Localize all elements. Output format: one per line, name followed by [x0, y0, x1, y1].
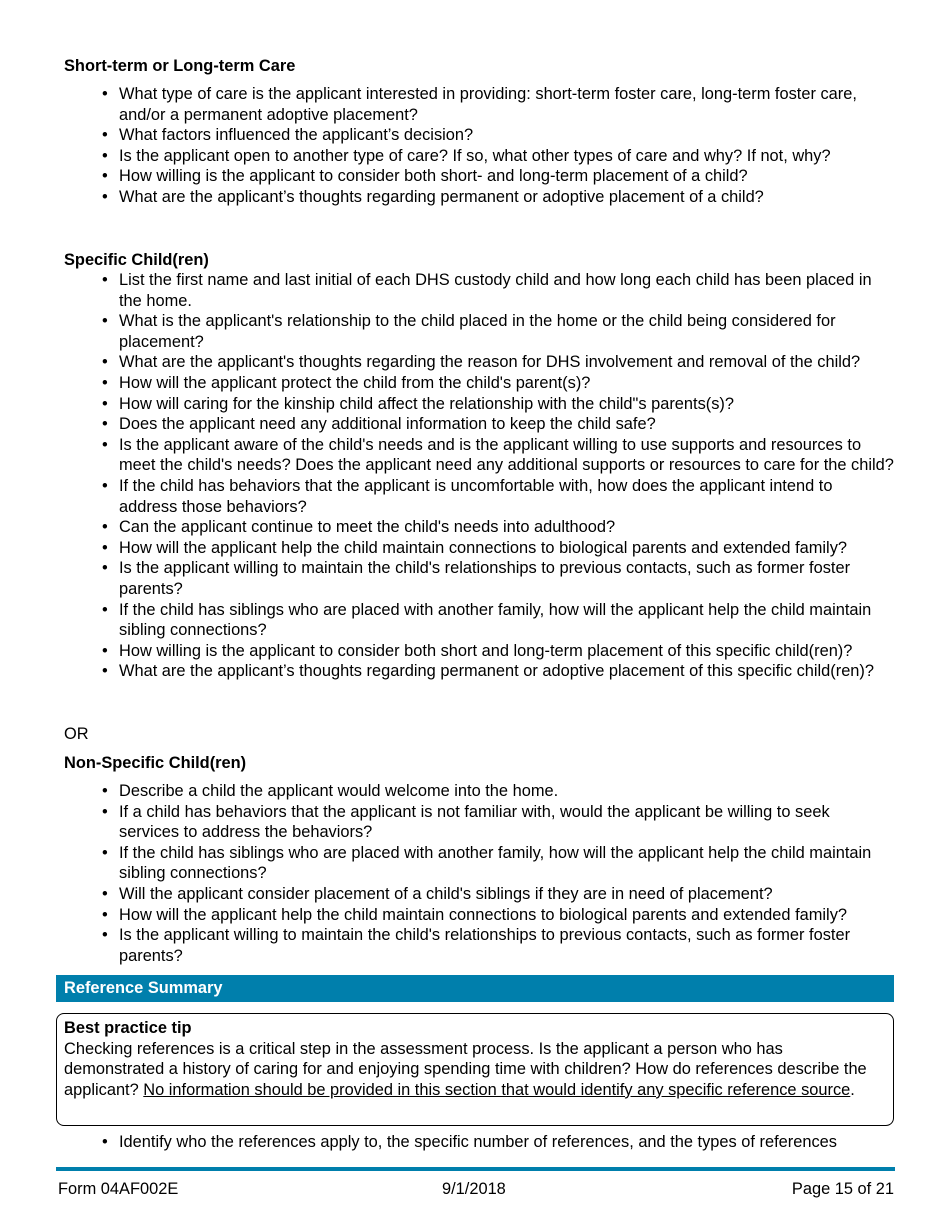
list-item: • Can the applicant continue to meet the child's needs into adulthood?	[64, 517, 894, 538]
heading-specific-children: Specific Child(ren)	[64, 251, 209, 269]
list-item: • What are the applicant’s thoughts regarding permanent or adoptive placement of a child?	[64, 187, 894, 208]
or-label: OR	[64, 725, 89, 743]
footer-form-number: Form 04AF002E	[58, 1180, 179, 1198]
list-item: • Is the applicant open to another type of care? If so, what other types of care and why? If not, why?	[64, 146, 894, 167]
section-bar-reference-summary: Reference Summary	[56, 975, 894, 1002]
list-item: • Will the applicant consider placement of a child's siblings if they are in need of placement?	[64, 884, 894, 905]
footer-page-number: Page 15 of 21	[791, 1180, 894, 1198]
list-non-specific-children	[64, 781, 894, 966]
list-item: • If the child has siblings who are placed with another family, how will the applicant help the child maintain sibling connections?	[64, 843, 894, 884]
list-specific-children	[64, 270, 894, 682]
list-item: • Describe a child the applicant would welcome into the home.	[64, 781, 894, 802]
list-item: • List the first name and last initial of each DHS custody child and how long each child has been placed in the home.	[64, 270, 894, 311]
list-item: • What type of care is the applicant interested in providing: short-term foster care, long-term foster care, and/or a permanent adoptive placement?	[64, 84, 894, 125]
list-item: • What are the applicant's thoughts regarding the reason for DHS involvement and removal of the child?	[64, 352, 894, 373]
heading-short-long-term-care: Short-term or Long-term Care	[64, 57, 296, 75]
tip-body	[64, 1039, 886, 1101]
tip-end: .	[850, 1080, 855, 1099]
list-item: • What factors influenced the applicant’s decision?	[64, 125, 894, 146]
list-item: • Is the applicant willing to maintain the child's relationships to previous contacts, such as former foster parents?	[64, 925, 894, 966]
list-item: • Identify who the references apply to, the specific number of references, and the types of references	[64, 1132, 894, 1153]
footer-divider	[56, 1167, 895, 1171]
best-practice-tip-box	[56, 1013, 894, 1126]
list-item: • How willing is the applicant to consider both short- and long-term placement of a child?	[64, 166, 894, 187]
list-item: • If the child has behaviors that the applicant is uncomfortable with, how does the applicant intend to address those behaviors?	[64, 476, 894, 517]
list-item: • How will the applicant help the child maintain connections to biological parents and extended family?	[64, 538, 894, 559]
list-item: • How will caring for the kinship child affect the relationship with the child"s parents(s)?	[64, 394, 894, 415]
list-short-long-term-care	[64, 84, 894, 208]
footer-date: 9/1/2018	[442, 1180, 506, 1198]
tip-underlined-text: No information should be provided in this section that would identify any specific reference source	[143, 1080, 851, 1099]
list-item: • What are the applicant’s thoughts regarding permanent or adoptive placement of this specific child(ren)?	[64, 661, 894, 682]
tip-text: Checking references is a critical step in the assessment process. Is the applicant a person who has demonstrated a history of caring for and enjoying spending time with children? How do references describe the applicant?	[64, 1039, 867, 1099]
tip-title: Best practice tip	[64, 1019, 192, 1037]
list-item: • How will the applicant protect the child from the child's parent(s)?	[64, 373, 894, 394]
list-item: • Is the applicant willing to maintain the child's relationships to previous contacts, such as former foster parents?	[64, 558, 894, 599]
list-item: • Does the applicant need any additional information to keep the child safe?	[64, 414, 894, 435]
list-item: • What is the applicant's relationship to the child placed in the home or the child being considered for placement?	[64, 311, 894, 352]
list-item: • If a child has behaviors that the applicant is not familiar with, would the applicant be willing to seek services to address the behaviors?	[64, 802, 894, 843]
list-item: • How will the applicant help the child maintain connections to biological parents and extended family?	[64, 905, 894, 926]
list-item: • Is the applicant aware of the child's needs and is the applicant willing to use supports and resources to meet the child's needs? Does the applicant need any additional supports or resources to care for the child?	[64, 435, 894, 476]
heading-non-specific-children: Non-Specific Child(ren)	[64, 754, 247, 772]
list-item: • How willing is the applicant to consider both short and long-term placement of this specific child(ren)?	[64, 641, 894, 662]
list-reference-summary	[64, 1132, 894, 1153]
list-item: • If the child has siblings who are placed with another family, how will the applicant help the child maintain sibling connections?	[64, 600, 894, 641]
